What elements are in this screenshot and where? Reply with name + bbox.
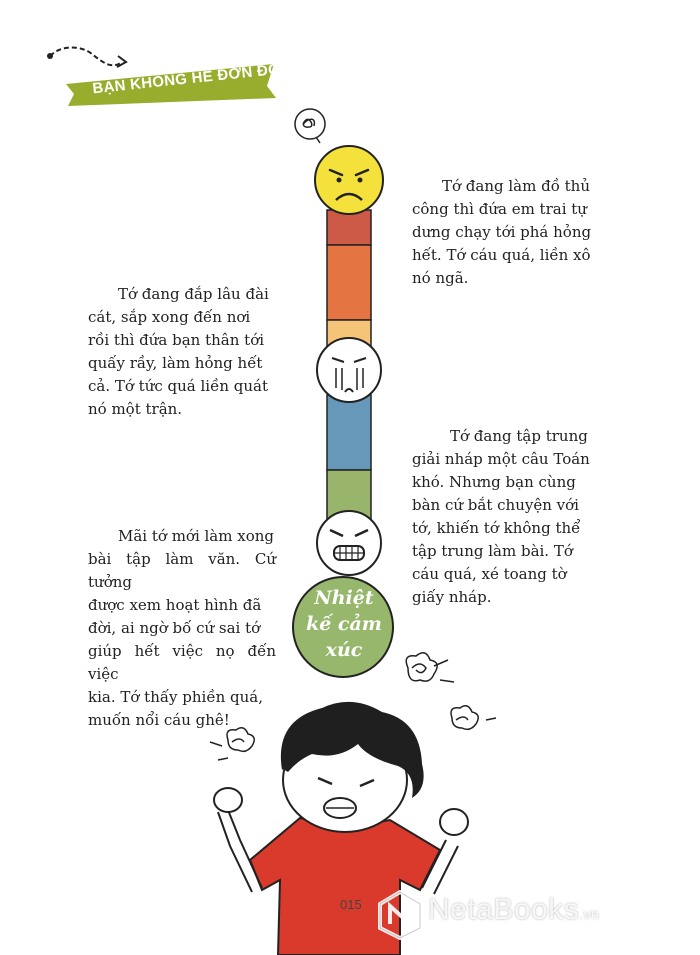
story-paragraph-1 <box>412 175 600 290</box>
angry-thought-icon <box>295 109 325 143</box>
section-title: BẠN KHÔNG HỀ ĐƠN ĐỘC <box>91 59 292 98</box>
text-line: dưng chạy tới phá hỏng <box>412 223 592 241</box>
netabooks-logo-icon <box>378 890 422 940</box>
text-line: quấy rầy, làm hỏng hết <box>88 354 263 372</box>
text-line: kia. Tớ thấy phiền quá, <box>88 688 263 706</box>
text-line: muốn nổi cáu ghê! <box>88 711 230 729</box>
story-paragraph-4 <box>88 525 276 732</box>
crying-face-icon <box>317 338 381 402</box>
thermo-segment-top <box>327 210 371 245</box>
text-line: tớ, khiến tớ không thể <box>412 519 581 537</box>
thermo-segment-blue <box>327 395 371 470</box>
thermo-segment-orange <box>327 245 371 320</box>
text-line: rồi thì đứa bạn thân tới <box>88 331 265 349</box>
text-line: cát, sắp xong đến nơi <box>88 308 251 326</box>
text-line: Tớ đang làm đồ thủ <box>442 177 591 195</box>
text-line: đời, ai ngờ bố cứ sai tớ <box>88 619 261 637</box>
text-line: Tớ đang đắp lâu đài <box>118 285 269 303</box>
text-line: tập trung làm bài. Tớ <box>412 542 573 560</box>
text-line: cáu quá, xé toang tờ <box>412 565 567 583</box>
label-line-3: xúc <box>325 639 363 661</box>
story-paragraph-3 <box>412 425 600 609</box>
page-number: 015 <box>340 897 362 912</box>
text-line: hết. Tớ cáu quá, liền xô <box>412 246 591 264</box>
text-line: bàn cứ bắt chuyện với <box>412 496 579 514</box>
text-line: nó ngã. <box>412 269 469 287</box>
text-line: Mãi tớ mới làm xong <box>118 527 274 545</box>
grimacing-face-icon <box>317 511 381 575</box>
text-line: cả. Tớ tức quá liền quát <box>88 377 268 395</box>
text-line: giấy nháp. <box>412 588 492 606</box>
watermark-main: NetaBooks <box>428 893 580 926</box>
thermometer-label <box>298 585 390 663</box>
watermark-suffix: .vn <box>579 906 600 922</box>
story-paragraph-2 <box>88 283 276 421</box>
angry-face-icon <box>315 146 383 214</box>
label-line-1: Nhiệt <box>314 587 374 609</box>
text-line: nó một trận. <box>88 400 183 418</box>
label-line-2: kế cảm <box>306 613 382 635</box>
text-line: giúp hết việc nọ đến việc <box>88 642 276 683</box>
text-line: giải nháp một câu Toán <box>412 450 590 468</box>
text-line: công thì đứa em trai tự <box>412 200 587 218</box>
text-line: Tớ đang tập trung <box>450 427 588 445</box>
watermark <box>428 893 599 927</box>
text-line: bài tập làm văn. Cứ tưởng <box>88 550 276 591</box>
text-line: được xem hoạt hình đã <box>88 596 262 614</box>
text-line: khó. Nhưng bạn cùng <box>412 473 576 491</box>
